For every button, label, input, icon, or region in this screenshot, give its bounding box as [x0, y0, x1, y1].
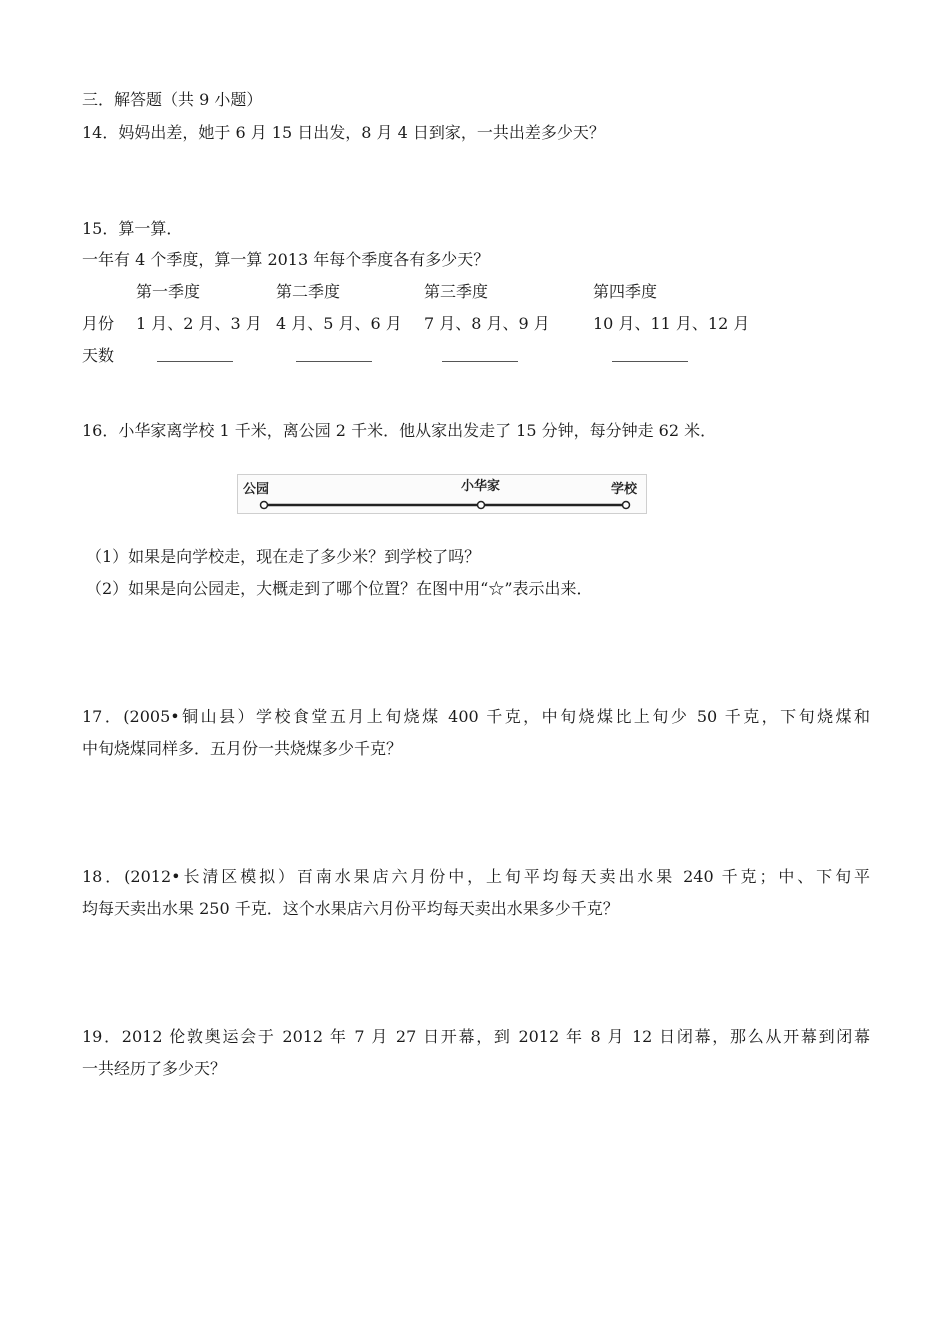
- question-18-line-1: 18．(2012•长清区模拟）百南水果店六月份中，上旬平均每天卖出水果 240 千克；中、下旬平: [82, 867, 870, 886]
- question-16: 16．小华家离学校 1 千米，离公园 2 千米．他从家出发走了 15 分钟，每分钟走 62 米．: [82, 421, 717, 440]
- question-18-line-2: 均每天卖出水果 250 千克．这个水果店六月份平均每天卖出水果多少千克？: [82, 899, 619, 918]
- days-blank-q3[interactable]: [442, 361, 518, 362]
- days-blank-q4[interactable]: [612, 361, 688, 362]
- question-15-title: 15．算一算．: [82, 219, 183, 238]
- question-16-part-1: （1）如果是向学校走，现在走了多少米？到学校了吗？: [86, 547, 481, 566]
- question-16-part-2: （2）如果是向公园走，大概走到了哪个位置？在图中用“☆”表示出来．: [86, 579, 593, 598]
- months-q3: 7 月、8 月、9 月: [424, 314, 550, 333]
- question-15-text: 一年有 4 个季度，算一算 2013 年每个季度各有多少天？: [82, 250, 490, 269]
- question-17-line-1: 17．(2005•铜山县）学校食堂五月上旬烧煤 400 千克，中旬烧煤比上旬少 50 千克，下旬烧煤和: [82, 707, 870, 726]
- question-19-line-2: 一共经历了多少天？: [82, 1059, 227, 1078]
- question-17-line-2: 中旬烧煤同样多．五月份一共烧煤多少千克？: [82, 739, 403, 758]
- distance-diagram: [237, 474, 647, 514]
- quarter-header-3: 第三季度: [424, 282, 489, 301]
- month-row-label: 月份: [82, 314, 115, 333]
- months-q4: 10 月、11 月、12 月: [593, 314, 750, 333]
- park-point: [261, 502, 268, 509]
- quarter-header-4: 第四季度: [593, 282, 658, 301]
- school-point: [623, 502, 630, 509]
- park-label: 公园: [243, 482, 270, 497]
- home-point: [478, 502, 485, 509]
- days-blank-q1[interactable]: [157, 361, 233, 362]
- section-heading: 三．解答题（共 9 小题）: [82, 90, 263, 109]
- days-row-label: 天数: [82, 346, 115, 365]
- months-q2: 4 月、5 月、6 月: [276, 314, 402, 333]
- months-q1: 1 月、2 月、3 月: [136, 314, 262, 333]
- diagram-frame: [238, 475, 647, 514]
- quarter-header-1: 第一季度: [136, 282, 201, 301]
- home-label: 小华家: [461, 479, 501, 494]
- days-blank-q2[interactable]: [296, 361, 372, 362]
- quarter-header-2: 第二季度: [276, 282, 341, 301]
- question-19-line-1: 19．2012 伦敦奥运会于 2012 年 7 月 27 日开幕，到 2012 年 8 月 12 日闭幕，那么从开幕到闭幕: [82, 1027, 870, 1046]
- question-14: 14．妈妈出差，她于 6 月 15 日出发，8 月 4 日到家，一共出差多少天？: [82, 123, 605, 142]
- school-label: 学校: [611, 482, 638, 497]
